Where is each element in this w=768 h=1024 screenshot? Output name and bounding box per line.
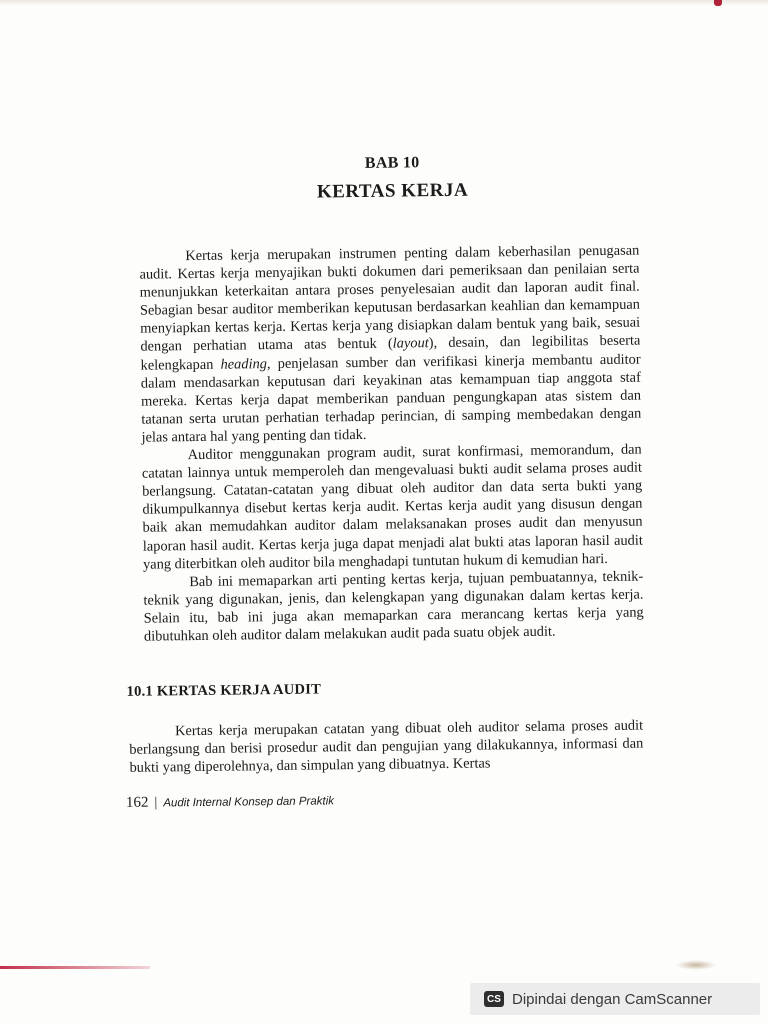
camscanner-logo-icon: CS <box>484 991 504 1007</box>
scan-corner-mark <box>714 0 722 6</box>
chapter-title: KERTAS KERJA <box>316 179 469 203</box>
book-page <box>112 144 650 813</box>
section-paragraph: Kertas kerja merupakan catatan yang dibuat oleh auditor selama proses audit berlangsung dan berisi prosedur audit dan pengujian yang dilakukannya, informasi dan bukti yang diperolehnya, dan simpulan yang dibuatnya. Kertas <box>129 717 644 777</box>
intro-paragraph-2: Auditor menggunakan program audit, surat konfirmasi, memorandum, dan catatan lainnya untuk memperoleh dan mengevaluasi bukti audit selama proses audit berlangsung. Catatan-catatan yang dibuat oleh auditor dan data serta bukti yang dikumpulkannya disebut kertas kerja audit. Kertas kerja audit yang disusun dengan baik akan memudahkan auditor dalam melaksanakan proses audit dan menyusun laporan hasil audit. Kertas kerja juga dapat menjadi alat bukti atas laporan hasil audit yang diterbitkan oleh auditor bila menghadapi tuntutan hukum di kemudian hari. <box>141 441 643 573</box>
intro-paragraph-3: Bab ini memaparkan arti penting kertas kerja, tujuan pembuatannya, teknik-teknik yang digunakan, jenis, dan kelengkapan yang digunakan dalam kertas kerja. Selain itu, bab ini juga akan memaparkan cara merancang kertas kerja yang dibutuhkan oleh auditor dalam melakukan audit pada suatu objek audit. <box>143 568 644 645</box>
section-heading: 10.1 KERTAS KERJA AUDIT <box>126 681 322 700</box>
footer-separator: | <box>154 795 158 811</box>
scan-top-shadow <box>0 0 768 6</box>
page-number: 162 <box>125 794 149 812</box>
page-footer <box>126 789 650 812</box>
watermark-label: Dipindai dengan CamScanner <box>512 990 713 1008</box>
chapter-label: BAB 10 <box>364 154 420 172</box>
section-body <box>129 717 644 778</box>
scan-edge-mark <box>676 960 716 970</box>
intro-paragraph-1: Kertas kerja merupakan instrumen penting dalam keberhasilan penugasan audit. Kertas kerja menyajikan bukti dokumen dari pemeriksaan dan penilaian serta menunjukkan keterkaitan antara proses penyelesaian audit dan laporan audit final. Sebagian besar auditor memberikan keputusan berdasarkan keahlian dan kemampuan menyiapkan kertas kerja. Kertas kerja yang disiapkan dalam bentuk yang baik, sesuai dengan perhatian utama atas bentuk (layout), desain, dan legibilitas beserta kelengkapan heading, penjelasan sumber dan verifikasi kinerja membantu auditor dalam mendasarkan keputusan dari keyakinan atas kemampuan tiap anggota staf mereka. Kertas kerja dapat memberikan panduan pengungkapan atas sistem dan tatanan serta urutan perhatian terhadap perincian, di samping membedakan dengan jelas antara hal yang penting dan tidak. <box>139 242 642 446</box>
scan-edge-stripe <box>0 966 150 969</box>
chapter-intro <box>139 242 644 646</box>
camscanner-watermark <box>470 983 760 1015</box>
book-title: Audit Internal Konsep dan Praktik <box>163 795 335 810</box>
